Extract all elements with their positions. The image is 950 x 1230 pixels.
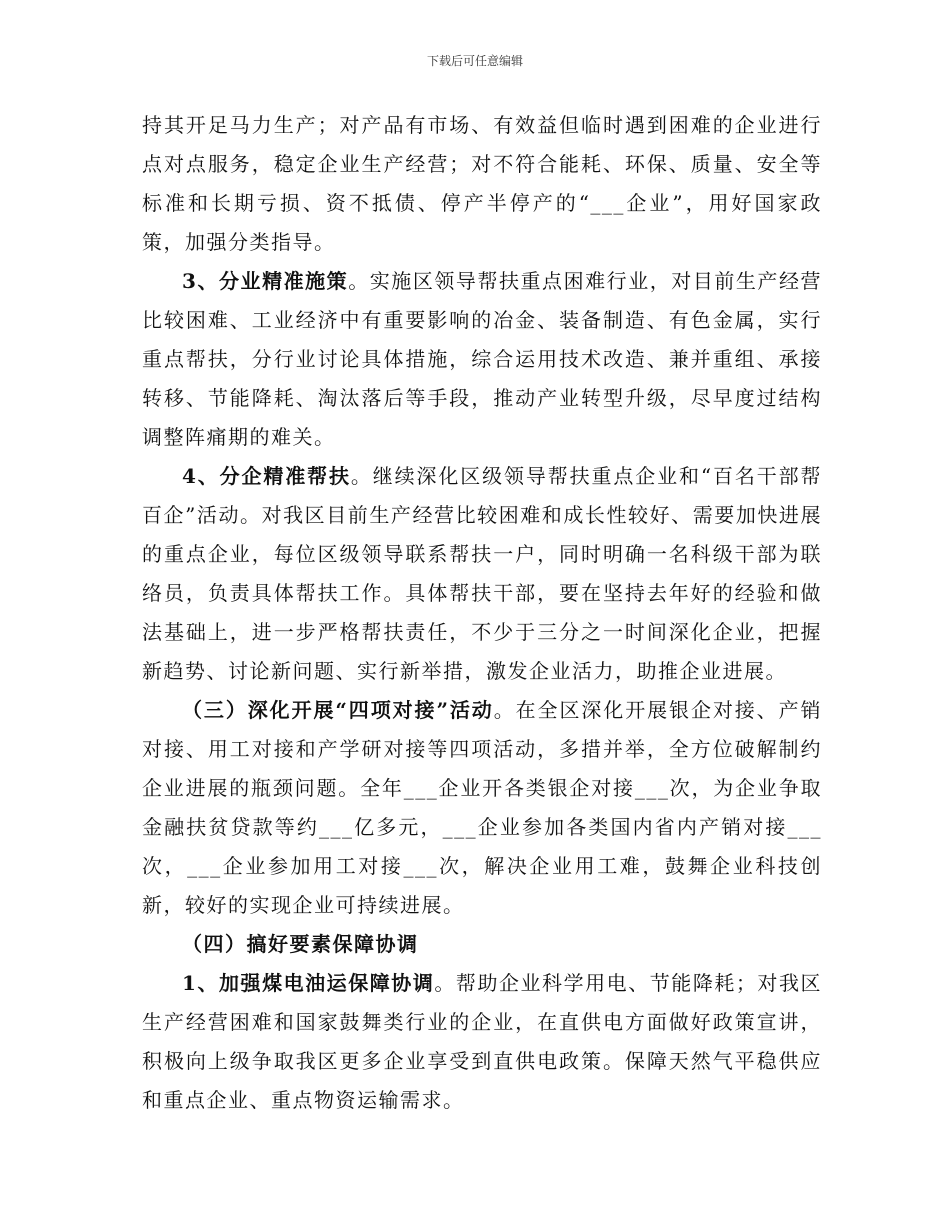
document-body [142, 106, 822, 1120]
section-heading-factor-guarantee [142, 925, 822, 964]
paragraph-continuation [142, 106, 822, 262]
paragraph-heading: （三）深化开展“四项对接”活动 [182, 698, 494, 722]
paragraph-text: 。在全区深化开展银企对接、产销对接、用工对接和产学研对接等四项活动，多措并举，全方位破解制约企业进展的瓶颈问题。全年___企业开各类银企对接___次，为企业争取金融扶贫贷款等约___亿多元，___企业参加各类国内省内产销对接___次，___企业参加用工对接___次，解决企业用工难，鼓舞企业科技创新，较好的实现企业可持续进展。 [142, 698, 823, 917]
paragraph-text: 。帮助企业科学用电、节能降耗；对我区生产经营困难和国家鼓舞类行业的企业，在直供电方面做好政策宣讲，积极向上级争取我区更多企业享受到直供电政策。保障天然气平稳供应和重点企业、重点物资运输需求。 [142, 971, 823, 1112]
paragraph-sector-policy [142, 262, 822, 457]
paragraph-four-connections [142, 691, 822, 925]
paragraph-heading: 1、加强煤电油运保障协调 [182, 971, 435, 995]
paragraph-enterprise-support [142, 457, 822, 691]
page-header: 下载后可任意编辑 [426, 54, 523, 68]
paragraph-text: 。继续深化区级领导帮扶重点企业和“百名干部帮百企”活动。对我区目前生产经营比较困难和成长性较好、需要加快进展的重点企业，每位区级领导联系帮扶一户，同时明确一名科级干部为联络员，负责具体帮扶工作。具体帮扶干部，要在坚持去年好的经验和做法基础上，进一步严格帮扶责任，不少于三分之一时间深化企业，把握新趋势、讨论新问题、实行新举措，激发企业活力，助推企业进展。 [142, 464, 822, 683]
paragraph-heading: （四）搞好要素保障协调 [182, 932, 419, 956]
paragraph-heading: 4、分企精准帮扶 [182, 464, 351, 488]
paragraph-text: 持其开足马力生产；对产品有市场、有效益但临时遇到困难的企业进行点对点服务，稳定企业生产经营；对不符合能耗、环保、质量、安全等标准和长期亏损、资不抵债、停产半停产的“___企业”，用好国家政策，加强分类指导。 [142, 113, 822, 254]
paragraph-heading: 3、分业精准施策 [182, 269, 349, 293]
paragraph-energy-transport [142, 964, 822, 1120]
paragraph-text: 。实施区领导帮扶重点困难行业，对目前生产经营比较困难、工业经济中有重要影响的冶金、装备制造、有色金属，实行重点帮扶，分行业讨论具体措施，综合运用技术改造、兼并重组、承接转移、节能降耗、淘汰落后等手段，推动产业转型升级，尽早度过结构调整阵痛期的难关。 [142, 269, 822, 449]
